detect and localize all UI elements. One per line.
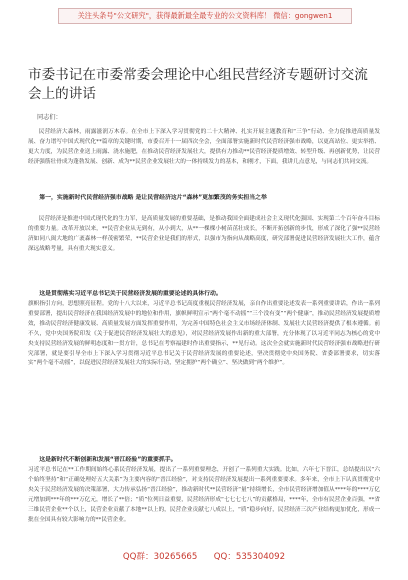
promo-banner-text: 关注头条号"公文研究"，获得最新最全最专业的公文资料库！ 微信：gongwen1	[77, 11, 333, 20]
qq-group-label: QQ群：	[122, 552, 154, 562]
section-1-heading: 第一，实施新时代民营经济强市战略 是让民营经济这片“森林”更加繁茂的务实担当之举	[39, 195, 267, 201]
subsection-2-body: 习近平总书记在**工作期间始终心系民营经济发展，提出了一系列重要理念，开创了一系列重大实践。比如，六年七下晋江，总结提出以“六个始终坚持”和“正确处理好五大关系”为主要内容的“晋江经验”，对支持民营经济发展提出一系列重要要求。多年来，全市上下认真贯彻党中央关于民营经济发展的决策部署，大力传承弘扬“晋江经验”，推动新时代**民营经济“量”持续增长，全市民营经济增加值从****年的****万亿元增加到***年的***万亿元，增长了**倍；“质”位列日益重要，民营经济形成“七七七七八”的贡献格局，****年，全市有民营企业百强，**省三维民营企业**个以上，民营企业贡献了本地**以上的，民营企业贡献七八成以上，“质”稳步向好，民营经济三次产业结构更加优化，形成一批在全国具有较大影响力的**民营企业。	[28, 467, 380, 523]
promo-banner[interactable]	[58, 8, 352, 24]
qq-label: QQ：	[213, 552, 236, 562]
salutation: 同志们：	[37, 114, 62, 121]
subsection-1-heading: 这是贯彻落实习近平总书记关于民营经济发展的重要论述的具体行动。	[39, 291, 222, 297]
page-title: 市委书记在市委常委会理论中心组民营经济专题研讨交流会上的讲话	[28, 67, 368, 102]
qq-group-value: 30265665	[153, 552, 198, 562]
qq-value: 535304092	[235, 552, 286, 562]
intro-paragraph: 民营经济大森林，雨露滋润万木春。在全市上下深入学习贯彻党的二十大精神、扎实开展主题教育和“三争”行动、全力促推进高质量发展、奋力谱写中国式现代化**篇章的关键时期，市委召开十一届四次全会，全面部署实施新时代民营经济强市战略，以更高站位、更实举措、更大力度，为民营企业送上雨露、浇水施肥，在推动民营经济发展壮大，提供有力推动**民营经济提质增效、转型升级、再创新优势，让民营经济强筋壮骨成为蓬勃发展、创新、成为**民营企业发展壮大的一体持续发力的基本，和刚才，下面，我讲几点意见，与同志们共同交流。	[28, 129, 380, 165]
contact-footer	[0, 550, 408, 562]
section-1-body: 民营经济是推进中国式现代化的生力军，是高质量发展的重要基础，是推动我国全面建成社会主义现代化强国、实现第二个百年奋斗目标的重要力量。改革开放以来，**民营企业从无到有，从小到大，从**一棵棵小树苗茁壮成长，不断开拓创新的步伐，形成了深化了强**民营经济如同八闽大地的广袤森林一样茂密繁荣，**民营企业是我们的形式，以强市为指向从战略高度，研究部署促进民营经济发展壮大工作，蕴含深远战略考量，具有重大现实意义。	[28, 216, 380, 252]
subsection-1-body: 旗帜指引方向，思想照亮征程。党的十八大以来，习近平总书记高度重视民营经济发展，亲自作出重要论述发表一系列重要讲话，作出一系列重要部署，提出民营经济在我国经济发展中的地位和作用，旗帜鲜明宣示“两个毫不动摇”“三个没有变”“两个健康”，推动民营经济发展提质增效，推动民营经济健康发展、高质量发展方面发挥重要作用，为完善中国特色社会主义市场经济体制、发展壮大民营经济提供了根本遵循。前不久，党中央国务院印发《关于促进民营经济发展壮大的意见》，对民营经济发展作出新的重大部署，充分体现了以习近平同志为核心的党中央支持民营经济发展的鲜明态度和一贯方针，总书记在考察福建时作出重要指示，**见行动。这次全会就实施新时代民营经济强市战略进行研究部署，就是要引导全市上下深入学习贯彻习近平总书记关于民营经济发展的重要论述，坚决贯彻党中央国务院、省委部署要求，切实落实“两个毫不动摇”，以促进民营经济发展壮大的实际行动，坚定拥护“两个确立”、坚决做到“两个维护”。	[28, 301, 380, 367]
subsection-2-heading: 这是新时代不断创新和发展“晋江经验”的重要抓手。	[39, 457, 177, 463]
